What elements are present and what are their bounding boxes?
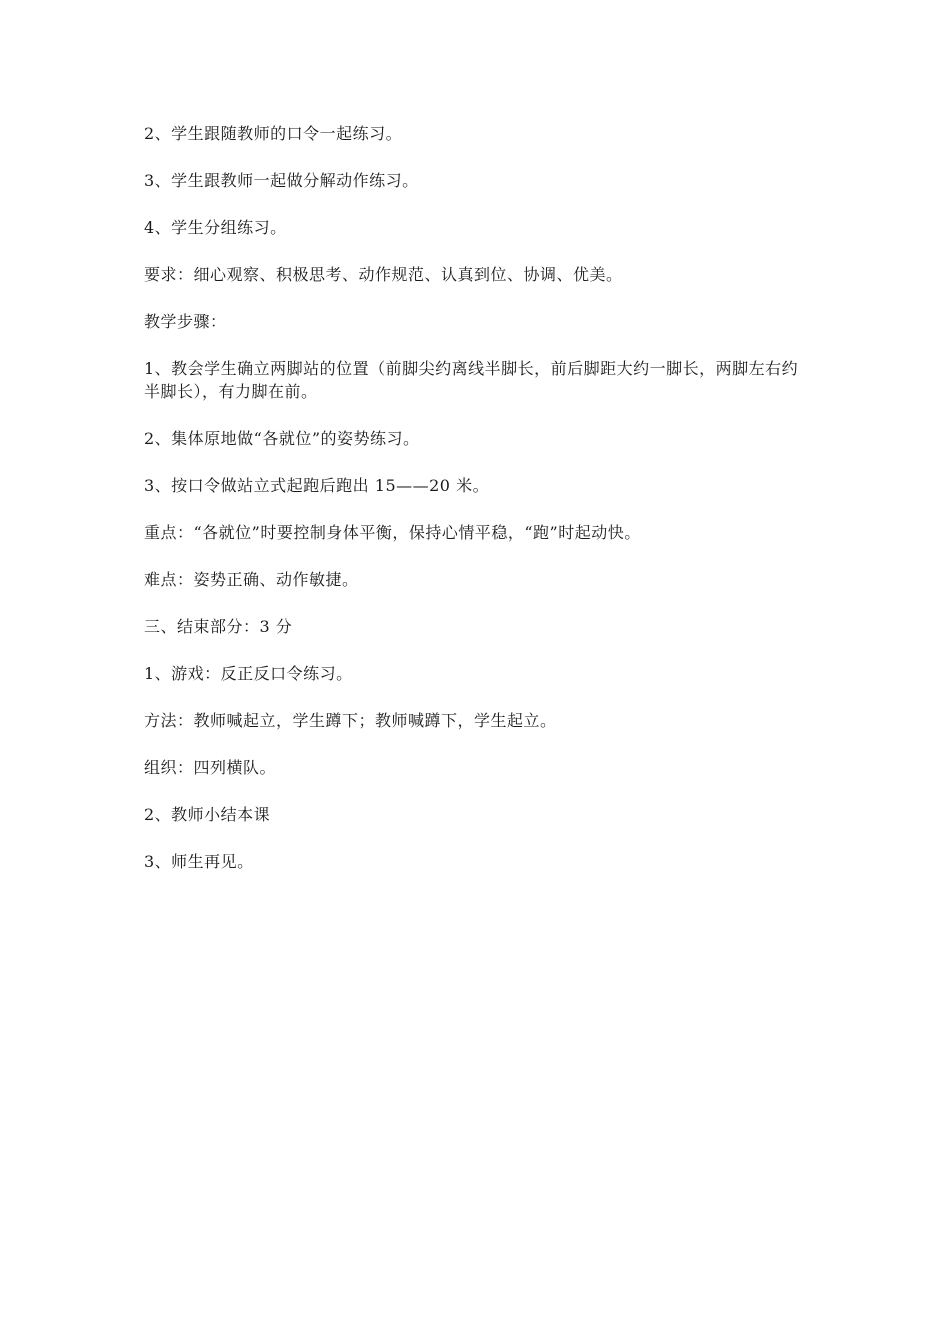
paragraph: 3、师生再见。 <box>144 852 254 871</box>
paragraph: 4、学生分组练习。 <box>144 218 287 237</box>
section-heading: 三、结束部分：3 分 <box>144 617 293 636</box>
paragraph: 2、教师小结本课 <box>144 805 271 824</box>
paragraph: 要求：细心观察、积极思考、动作规范、认真到位、协调、优美。 <box>144 265 623 284</box>
paragraph: 3、按口令做站立式起跑后跑出 15——20 米。 <box>144 476 490 495</box>
paragraph: 方法：教师喊起立，学生蹲下；教师喊蹲下，学生起立。 <box>144 711 557 730</box>
paragraph: 1、游戏：反正反口令练习。 <box>144 664 353 683</box>
paragraph: 组织：四列横队。 <box>144 758 277 777</box>
paragraph: 2、集体原地做“各就位”的姿势练习。 <box>144 429 420 448</box>
paragraph: 2、学生跟随教师的口令一起练习。 <box>144 124 403 143</box>
paragraph: 难点：姿势正确、动作敏捷。 <box>144 570 359 589</box>
document-body <box>144 122 812 897</box>
paragraph: 1、教会学生确立两脚站的位置（前脚尖约离线半脚长，前后脚距大约一脚长，两脚左右约半脚长），有力脚在前。 <box>144 359 799 401</box>
section-heading: 教学步骤： <box>144 312 227 331</box>
paragraph: 重点：“各就位”时要控制身体平衡，保持心情平稳，“跑”时起动快。 <box>144 523 641 542</box>
paragraph: 3、学生跟教师一起做分解动作练习。 <box>144 171 419 190</box>
